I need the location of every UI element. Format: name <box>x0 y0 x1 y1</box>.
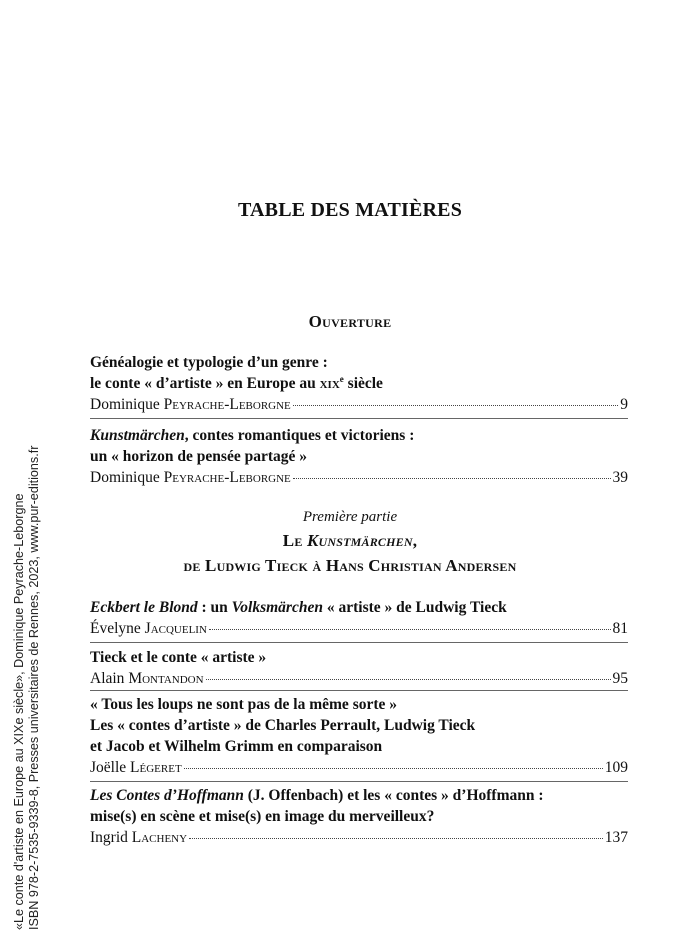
entry-author <box>90 394 291 415</box>
entry-divider <box>90 690 628 691</box>
entry-title <box>90 425 628 467</box>
entry-title-italic: Volksmärchen <box>231 599 323 616</box>
author-last-name: Lacheny <box>131 829 188 846</box>
sidebar-line-1: «Le conte d'artiste en Europe au XIXe siècle», Dominique Peyrache-Leborgne <box>12 493 26 930</box>
toc-entry-genealogie[interactable] <box>90 352 628 415</box>
author-last-name: Légeret <box>130 759 182 776</box>
entry-title-line: « Tous les loups ne sont pas de la même sorte » <box>90 696 398 713</box>
toc-entry-kunstmarchen[interactable] <box>90 425 628 488</box>
entry-divider <box>90 781 628 782</box>
entry-title-italic: Kunstmärchen <box>90 427 185 444</box>
entry-title <box>90 597 628 618</box>
entry-title <box>90 694 628 757</box>
part-title <box>0 528 700 578</box>
entry-title-line: mise(s) en scène et mise(s) en image du merveilleux? <box>90 808 435 825</box>
entry-title-text: siècle <box>343 375 383 392</box>
entry-page-number: 109 <box>604 759 628 776</box>
entry-page-number: 95 <box>612 670 628 687</box>
entry-title <box>90 785 628 827</box>
entry-title-superscript: e <box>339 373 344 384</box>
entry-page-number: 39 <box>612 469 628 486</box>
part-title-italic: Kunstmärchen <box>306 531 413 550</box>
entry-title-text: (J. Offenbach) et les « contes » d’Hoffmann : <box>243 787 544 804</box>
author-first-name: Ingrid <box>90 829 132 846</box>
author-last-name: Jacquelin <box>144 620 207 637</box>
part-title-line: de Ludwig Tieck à Hans Christian Andersen <box>183 556 517 575</box>
dot-leader <box>206 679 611 680</box>
entry-divider <box>90 642 628 643</box>
entry-title-text: « artiste » de Ludwig Tieck <box>322 599 507 616</box>
entry-page-number: 137 <box>604 829 628 846</box>
author-first-name: Évelyne <box>90 620 145 637</box>
section-heading-overture: Ouverture <box>308 312 392 331</box>
dot-leader <box>189 838 603 839</box>
author-last-name: Peyrache-Leborgne <box>163 396 291 413</box>
entry-author <box>90 618 207 639</box>
entry-page-number: 9 <box>620 396 628 413</box>
entry-title <box>90 352 628 394</box>
toc-entry-tieck[interactable] <box>90 647 628 689</box>
dot-leader <box>184 768 603 769</box>
author-first-name: Dominique <box>90 396 164 413</box>
entry-author-line <box>90 827 628 848</box>
entry-author-line <box>90 757 628 778</box>
entry-title-line: Généalogie et typologie d’un genre : <box>90 354 328 371</box>
dot-leader <box>209 629 611 630</box>
author-last-name: Montandon <box>128 670 204 687</box>
entry-title-text: le conte « d’artiste » en Europe au <box>90 375 320 392</box>
dot-leader <box>293 478 611 479</box>
entry-author-line <box>90 618 628 639</box>
author-last-name: Peyrache-Leborgne <box>163 469 291 486</box>
entry-author <box>90 467 291 488</box>
author-first-name: Joëlle <box>90 759 131 776</box>
entry-author <box>90 668 204 689</box>
page-title: TABLE DES MATIÈRES <box>237 199 463 221</box>
author-first-name: Dominique <box>90 469 164 486</box>
dot-leader <box>293 405 618 406</box>
entry-author-line <box>90 668 628 689</box>
sidebar-copyright <box>12 410 42 930</box>
toc-entry-hoffmann[interactable] <box>90 785 628 848</box>
part-title-text: , <box>412 531 418 550</box>
entry-title-line: un « horizon de pensée partagé » <box>90 448 307 465</box>
entry-title-text: : un <box>197 599 232 616</box>
entry-title-italic: Les Contes d’Hoffmann <box>90 787 244 804</box>
toc-entry-eckbert[interactable] <box>90 597 628 639</box>
part-label: Première partie <box>302 509 398 525</box>
entry-title-italic: Eckbert le Blond <box>90 599 198 616</box>
entry-title-roman-numeral: xix <box>319 375 340 392</box>
entry-author-line <box>90 394 628 415</box>
sidebar-line-2: ISBN 978-2-7535-9339-8, Presses universitaires de Rennes, 2023, www.pur-editions.fr <box>27 445 41 930</box>
author-first-name: Alain <box>90 670 129 687</box>
entry-author <box>90 827 187 848</box>
part-title-text: Le <box>282 531 307 550</box>
toc-entry-loups[interactable] <box>90 694 628 778</box>
entry-page-number: 81 <box>612 620 628 637</box>
entry-title-line: Les « contes d’artiste » de Charles Perrault, Ludwig Tieck <box>90 717 476 734</box>
entry-title: Tieck et le conte « artiste » <box>90 649 267 666</box>
entry-title-line: et Jacob et Wilhelm Grimm en comparaison <box>90 738 383 755</box>
entry-title-text: , contes romantiques et victoriens : <box>184 427 415 444</box>
entry-divider <box>90 418 628 419</box>
entry-author-line <box>90 467 628 488</box>
entry-author <box>90 757 182 778</box>
